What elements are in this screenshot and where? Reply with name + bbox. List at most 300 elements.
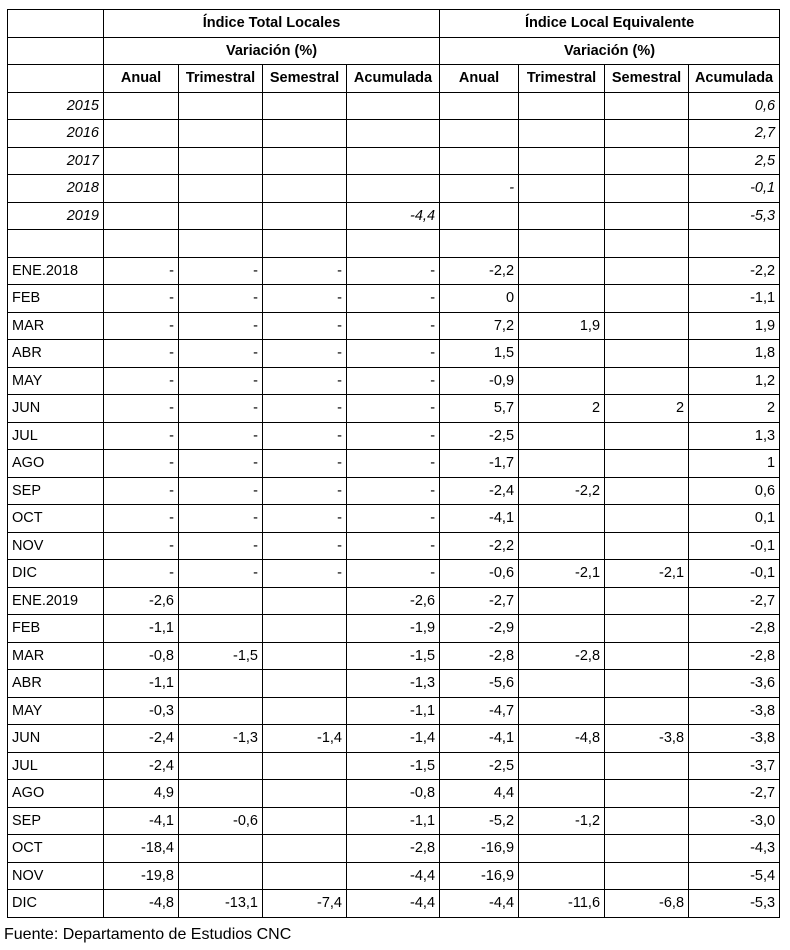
table-cell	[519, 422, 605, 450]
empty-cell	[440, 230, 519, 258]
table-cell: -2,8	[519, 642, 605, 670]
table-cell: -2,2	[440, 257, 519, 285]
table-cell: -1,5	[347, 752, 440, 780]
table-cell: -2,1	[605, 560, 689, 588]
table-cell	[263, 752, 347, 780]
table-cell: -	[104, 505, 179, 533]
table-cell	[347, 147, 440, 175]
table-cell: -	[104, 477, 179, 505]
table-cell: -	[347, 477, 440, 505]
table-cell: -	[179, 505, 263, 533]
table-cell: -2,8	[689, 615, 780, 643]
table-cell: 5,7	[440, 395, 519, 423]
table-cell: -	[263, 532, 347, 560]
table-cell: -	[347, 367, 440, 395]
year-row	[8, 202, 780, 230]
table-cell: -0,6	[179, 807, 263, 835]
table-cell	[263, 587, 347, 615]
row-label: JUL	[8, 752, 104, 780]
table-cell: -4,4	[347, 862, 440, 890]
table-cell: -0,9	[440, 367, 519, 395]
row-label: ENE.2019	[8, 587, 104, 615]
table-cell: -	[179, 422, 263, 450]
table-cell: -1,2	[519, 807, 605, 835]
row-label: SEP	[8, 477, 104, 505]
table-cell: -4,8	[519, 725, 605, 753]
table-cell: -4,4	[347, 202, 440, 230]
table-cell	[519, 587, 605, 615]
table-cell	[605, 367, 689, 395]
table-cell	[519, 835, 605, 863]
month-row	[8, 780, 780, 808]
column-header: Acumulada	[347, 65, 440, 93]
table-cell	[519, 202, 605, 230]
month-row	[8, 862, 780, 890]
row-label: 2015	[8, 92, 104, 120]
table-cell	[605, 477, 689, 505]
month-row	[8, 340, 780, 368]
row-label: JUN	[8, 395, 104, 423]
row-label: NOV	[8, 862, 104, 890]
table-cell: -1,5	[347, 642, 440, 670]
table-cell	[519, 450, 605, 478]
table-cell: -1,5	[179, 642, 263, 670]
corner-cell	[8, 65, 104, 93]
table-cell	[347, 120, 440, 148]
table-cell	[347, 175, 440, 203]
table-cell	[605, 587, 689, 615]
year-row	[8, 92, 780, 120]
table-cell: 1,3	[689, 422, 780, 450]
table-cell: -4,7	[440, 697, 519, 725]
row-label: ABR	[8, 340, 104, 368]
table-cell: -19,8	[104, 862, 179, 890]
table-cell: -	[179, 395, 263, 423]
table-cell: -1,1	[104, 670, 179, 698]
empty-cell	[605, 230, 689, 258]
table-cell: -	[263, 505, 347, 533]
table-cell: -2,5	[440, 752, 519, 780]
table-cell: -	[179, 367, 263, 395]
table-cell	[605, 835, 689, 863]
table-cell	[179, 835, 263, 863]
table-cell: -1,4	[347, 725, 440, 753]
table-cell: -0,3	[104, 697, 179, 725]
month-row	[8, 835, 780, 863]
table-cell: -2,8	[347, 835, 440, 863]
row-label: MAY	[8, 367, 104, 395]
table-cell: -	[347, 532, 440, 560]
column-header: Trimestral	[179, 65, 263, 93]
month-row	[8, 285, 780, 313]
table-cell	[179, 615, 263, 643]
table-cell: -0,1	[689, 175, 780, 203]
table-cell	[519, 670, 605, 698]
row-label: DIC	[8, 890, 104, 918]
table-cell: -2,4	[440, 477, 519, 505]
table-cell: 2	[605, 395, 689, 423]
empty-cell	[179, 230, 263, 258]
table-cell: -4,1	[104, 807, 179, 835]
table-cell	[440, 202, 519, 230]
table-cell: 1,2	[689, 367, 780, 395]
month-row	[8, 395, 780, 423]
table-cell	[605, 752, 689, 780]
table-cell: -2,8	[689, 642, 780, 670]
table-cell: 0,1	[689, 505, 780, 533]
row-label: ENE.2018	[8, 257, 104, 285]
table-cell: -4,3	[689, 835, 780, 863]
table-cell	[104, 92, 179, 120]
table-cell	[605, 340, 689, 368]
table-cell: -1,3	[179, 725, 263, 753]
table-cell: -4,4	[440, 890, 519, 918]
empty-cell	[519, 230, 605, 258]
table-cell: -3,0	[689, 807, 780, 835]
table-cell	[519, 780, 605, 808]
table-cell	[519, 285, 605, 313]
table-cell: -	[104, 395, 179, 423]
header-row-columns	[8, 65, 780, 93]
table-cell	[104, 147, 179, 175]
table-cell: -2,2	[519, 477, 605, 505]
table-cell: 4,4	[440, 780, 519, 808]
table-cell: -	[347, 395, 440, 423]
table-cell: -0,8	[104, 642, 179, 670]
table-cell: -6,8	[605, 890, 689, 918]
table-cell: 0,6	[689, 477, 780, 505]
table-cell	[605, 780, 689, 808]
table-cell: -	[347, 312, 440, 340]
table-cell: -5,4	[689, 862, 780, 890]
table-cell: -2,7	[689, 780, 780, 808]
variation-header-local-equivalente: Variación (%)	[440, 37, 780, 65]
table-cell	[440, 147, 519, 175]
table-cell: 1	[689, 450, 780, 478]
table-cell	[605, 202, 689, 230]
table-cell	[179, 147, 263, 175]
table-cell	[605, 257, 689, 285]
row-label: NOV	[8, 532, 104, 560]
table-cell	[519, 92, 605, 120]
table-cell: -4,4	[347, 890, 440, 918]
table-cell: -	[263, 395, 347, 423]
table-cell: -1,1	[104, 615, 179, 643]
table-cell: -5,2	[440, 807, 519, 835]
table-cell: 1,9	[519, 312, 605, 340]
table-cell	[179, 780, 263, 808]
table-cell	[605, 312, 689, 340]
table-cell: -2,9	[440, 615, 519, 643]
table-cell: -18,4	[104, 835, 179, 863]
table-cell: 2,5	[689, 147, 780, 175]
table-cell: -	[263, 477, 347, 505]
table-cell: -	[179, 560, 263, 588]
table-cell: -1,1	[347, 807, 440, 835]
row-label: OCT	[8, 505, 104, 533]
year-row	[8, 175, 780, 203]
table-cell	[605, 697, 689, 725]
table-cell	[104, 175, 179, 203]
table-cell	[519, 505, 605, 533]
table-cell: -4,8	[104, 890, 179, 918]
table-cell	[519, 532, 605, 560]
month-row	[8, 890, 780, 918]
column-header: Semestral	[263, 65, 347, 93]
table-cell: -4,1	[440, 505, 519, 533]
table-cell: -	[179, 532, 263, 560]
table-cell: -	[263, 285, 347, 313]
table-cell	[263, 670, 347, 698]
month-row	[8, 642, 780, 670]
table-cell: -	[179, 312, 263, 340]
table-cell	[179, 752, 263, 780]
table-cell: -	[347, 285, 440, 313]
table-body	[8, 10, 780, 918]
table-cell	[263, 835, 347, 863]
month-row	[8, 257, 780, 285]
table-cell: -	[104, 257, 179, 285]
table-cell: 2	[689, 395, 780, 423]
table-cell: -2,4	[104, 752, 179, 780]
year-row	[8, 120, 780, 148]
column-header: Anual	[104, 65, 179, 93]
table-cell: -	[347, 422, 440, 450]
table-cell	[519, 257, 605, 285]
table-cell	[263, 780, 347, 808]
table-cell: -	[347, 257, 440, 285]
year-row	[8, 147, 780, 175]
table-cell: 2	[519, 395, 605, 423]
table-cell	[605, 670, 689, 698]
table-cell: -	[440, 175, 519, 203]
table-cell: 2,7	[689, 120, 780, 148]
table-cell: -	[104, 340, 179, 368]
table-cell	[263, 862, 347, 890]
month-row	[8, 422, 780, 450]
table-cell: -	[263, 257, 347, 285]
table-cell: -	[263, 340, 347, 368]
row-label: 2017	[8, 147, 104, 175]
table-cell: -	[263, 312, 347, 340]
corner-cell	[8, 10, 104, 38]
table-cell	[605, 92, 689, 120]
table-cell	[263, 147, 347, 175]
header-row-groups	[8, 10, 780, 38]
table-cell: 1,8	[689, 340, 780, 368]
table-cell: -3,8	[605, 725, 689, 753]
table-cell: -	[104, 560, 179, 588]
table-cell: -13,1	[179, 890, 263, 918]
table-cell: -	[179, 340, 263, 368]
table-cell	[104, 120, 179, 148]
table-cell	[605, 862, 689, 890]
table-cell: -2,1	[519, 560, 605, 588]
table-cell	[263, 175, 347, 203]
table-cell: -2,5	[440, 422, 519, 450]
table-cell	[347, 92, 440, 120]
table-cell: -3,8	[689, 725, 780, 753]
table-cell	[104, 202, 179, 230]
table-cell: -4,1	[440, 725, 519, 753]
table-cell: -	[347, 560, 440, 588]
table-cell	[440, 120, 519, 148]
table-cell: -	[104, 367, 179, 395]
column-header: Semestral	[605, 65, 689, 93]
table-cell	[179, 670, 263, 698]
table-cell	[179, 175, 263, 203]
table-cell: 4,9	[104, 780, 179, 808]
table-cell: -	[104, 312, 179, 340]
table-cell	[440, 92, 519, 120]
source-note: Fuente: Departamento de Estudios CNC	[4, 926, 292, 943]
table-cell: -	[263, 560, 347, 588]
group-header-total-locales: Índice Total Locales	[104, 10, 440, 38]
table-cell	[519, 175, 605, 203]
table-cell: -	[179, 285, 263, 313]
table-cell	[605, 422, 689, 450]
month-row	[8, 725, 780, 753]
index-variation-table	[7, 9, 780, 918]
table-cell	[605, 505, 689, 533]
month-row	[8, 752, 780, 780]
table-cell	[605, 175, 689, 203]
month-row	[8, 587, 780, 615]
table-cell: -7,4	[263, 890, 347, 918]
month-row	[8, 560, 780, 588]
table-cell: -3,6	[689, 670, 780, 698]
table-cell	[605, 807, 689, 835]
table-cell	[519, 862, 605, 890]
table-cell: -	[104, 422, 179, 450]
row-label: MAR	[8, 312, 104, 340]
table-cell	[519, 147, 605, 175]
table-cell	[519, 752, 605, 780]
table-cell: -	[179, 477, 263, 505]
table-cell: 7,2	[440, 312, 519, 340]
table-cell: 1,5	[440, 340, 519, 368]
row-label: FEB	[8, 285, 104, 313]
column-header: Acumulada	[689, 65, 780, 93]
table-cell	[605, 120, 689, 148]
table-cell	[179, 587, 263, 615]
table-cell	[263, 202, 347, 230]
table-cell: 0	[440, 285, 519, 313]
row-label: JUN	[8, 725, 104, 753]
table-cell	[519, 697, 605, 725]
table-cell: -2,8	[440, 642, 519, 670]
empty-cell	[8, 230, 104, 258]
table-cell	[605, 285, 689, 313]
empty-cell	[263, 230, 347, 258]
table-cell: -	[263, 367, 347, 395]
table-cell: -	[104, 285, 179, 313]
table-cell: -2,2	[689, 257, 780, 285]
table-cell: -3,7	[689, 752, 780, 780]
table-cell: -1,4	[263, 725, 347, 753]
table-cell: -16,9	[440, 862, 519, 890]
table-cell: -1,1	[347, 697, 440, 725]
row-label: OCT	[8, 835, 104, 863]
table-cell: -	[347, 450, 440, 478]
table-cell	[179, 120, 263, 148]
row-label: MAY	[8, 697, 104, 725]
empty-cell	[689, 230, 780, 258]
table-cell: -1,9	[347, 615, 440, 643]
row-label: 2016	[8, 120, 104, 148]
table-cell: -	[263, 450, 347, 478]
spacer-row	[8, 230, 780, 258]
month-row	[8, 615, 780, 643]
table-cell	[605, 147, 689, 175]
month-row	[8, 450, 780, 478]
row-label: DIC	[8, 560, 104, 588]
table-cell: -2,6	[104, 587, 179, 615]
month-row	[8, 367, 780, 395]
table-cell	[179, 92, 263, 120]
table-cell: -0,8	[347, 780, 440, 808]
table-cell	[179, 697, 263, 725]
table-cell: -	[179, 450, 263, 478]
table-cell	[179, 202, 263, 230]
row-label: AGO	[8, 780, 104, 808]
table-cell: -2,2	[440, 532, 519, 560]
corner-cell	[8, 37, 104, 65]
group-header-local-equivalente: Índice Local Equivalente	[440, 10, 780, 38]
row-label: SEP	[8, 807, 104, 835]
table-cell	[263, 807, 347, 835]
table-cell: -5,3	[689, 202, 780, 230]
row-label: 2019	[8, 202, 104, 230]
table-cell	[179, 862, 263, 890]
month-row	[8, 505, 780, 533]
table-cell: -11,6	[519, 890, 605, 918]
row-label: FEB	[8, 615, 104, 643]
table-cell	[519, 120, 605, 148]
table-cell: -	[347, 340, 440, 368]
month-row	[8, 670, 780, 698]
empty-cell	[104, 230, 179, 258]
table-cell: -0,6	[440, 560, 519, 588]
table-cell: -2,7	[689, 587, 780, 615]
table-cell	[519, 615, 605, 643]
table-cell	[263, 697, 347, 725]
month-row	[8, 312, 780, 340]
table-cell	[263, 92, 347, 120]
month-row	[8, 697, 780, 725]
table-cell: -16,9	[440, 835, 519, 863]
table-cell	[605, 532, 689, 560]
table-cell: -	[179, 257, 263, 285]
table-cell: -5,3	[689, 890, 780, 918]
table-cell	[519, 340, 605, 368]
row-label: 2018	[8, 175, 104, 203]
table-cell: -0,1	[689, 560, 780, 588]
month-row	[8, 477, 780, 505]
table-cell: -3,8	[689, 697, 780, 725]
month-row	[8, 807, 780, 835]
row-label: JUL	[8, 422, 104, 450]
column-header: Anual	[440, 65, 519, 93]
table-cell	[605, 450, 689, 478]
table-cell: -	[104, 532, 179, 560]
table-cell	[263, 615, 347, 643]
table-cell: -	[263, 422, 347, 450]
table-cell: -1,7	[440, 450, 519, 478]
row-label: MAR	[8, 642, 104, 670]
empty-cell	[347, 230, 440, 258]
variation-header-total-locales: Variación (%)	[104, 37, 440, 65]
